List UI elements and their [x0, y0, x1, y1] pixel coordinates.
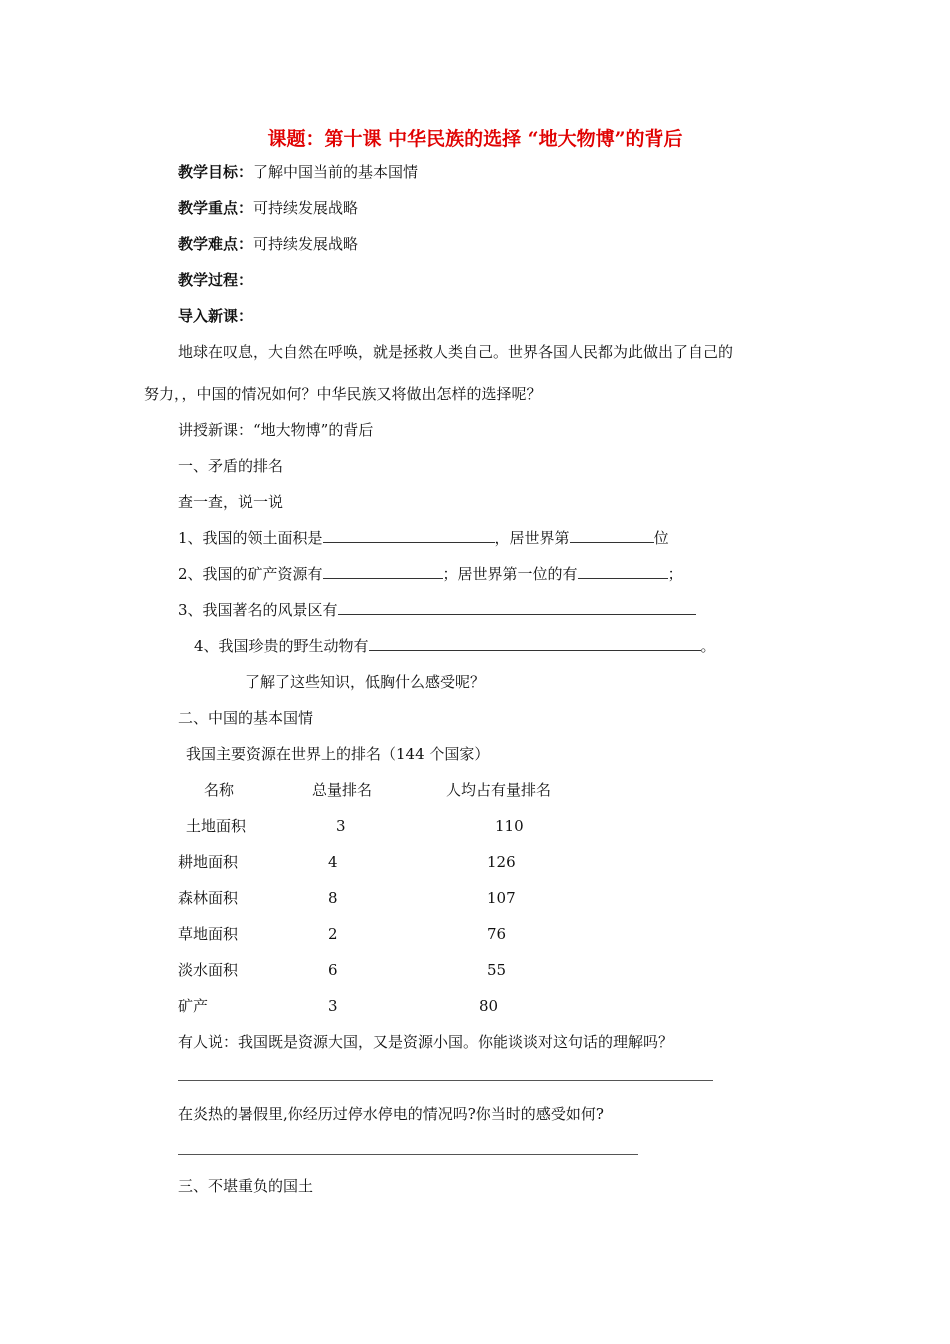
discussion-question: 有人说：我国既是资源大国，又是资源小国。你能谈谈对这句话的理解吗？ — [178, 1033, 674, 1051]
question-3 — [178, 600, 696, 620]
table-header-name: 名称 — [204, 781, 235, 799]
table-cell-total: 4 — [328, 853, 338, 871]
answer-line-summer — [178, 1154, 638, 1155]
question-2-blank-resources — [323, 564, 443, 579]
table-cell-per-capita: 107 — [487, 889, 516, 907]
intro-paragraph-line1: 地球在叹息，大自然在呼唤，就是拯救人类自己。世界各国人民都为此做出了自己的 — [178, 343, 734, 361]
objective-text: 了解中国当前的基本国情 — [253, 163, 419, 181]
objective-label: 教学目标： — [178, 163, 254, 181]
question-4-blank — [369, 636, 701, 651]
difficulty-label: 教学难点： — [178, 235, 254, 253]
question-2-blank-first — [578, 564, 668, 579]
table-caption: 我国主要资源在世界上的排名（144 个国家） — [186, 745, 490, 763]
table-cell-per-capita: 110 — [495, 817, 524, 835]
table-cell-total: 2 — [328, 925, 338, 943]
check-prompt: 查一查，说一说 — [178, 493, 284, 511]
table-cell-name: 森林面积 — [178, 889, 239, 907]
table-cell-per-capita: 126 — [487, 853, 516, 871]
table-cell-total: 3 — [328, 997, 338, 1015]
question-3-text-a: 3、我国著名的风景区有 — [178, 601, 338, 619]
answer-line-discussion — [178, 1080, 713, 1081]
difficulty-line — [178, 234, 358, 254]
question-1-text-c: 位 — [653, 529, 669, 547]
keypoint-label: 教学重点： — [178, 199, 254, 217]
intro-paragraph-line2: 努力，，中国的情况如何？中华民族又将做出怎样的选择呢？ — [144, 385, 542, 403]
process-label: 教学过程： — [178, 271, 254, 289]
table-cell-name: 耕地面积 — [178, 853, 239, 871]
question-3-blank — [338, 600, 696, 615]
table-cell-total: 8 — [328, 889, 338, 907]
question-1-blank-rank — [570, 528, 654, 543]
table-header-total-rank: 总量排名 — [312, 781, 373, 799]
table-cell-total: 3 — [336, 817, 346, 835]
objective-line — [178, 162, 418, 182]
question-4 — [194, 636, 716, 656]
question-2-text-b: ；居世界第一位的有 — [442, 565, 578, 583]
table-cell-total: 6 — [328, 961, 338, 979]
difficulty-text: 可持续发展战略 — [253, 235, 359, 253]
question-1 — [178, 528, 669, 548]
question-1-text-a: 1、我国的领土面积是 — [178, 529, 323, 547]
summer-question: 在炎热的暑假里,你经历过停水停电的情况吗?你当时的感受如何? — [178, 1105, 604, 1123]
keypoint-line — [178, 198, 358, 218]
question-4-text-a: 4、我国珍贵的野生动物有 — [194, 637, 369, 655]
question-1-blank-area — [323, 528, 495, 543]
table-cell-per-capita: 76 — [487, 925, 507, 943]
section-one-heading: 一、矛盾的排名 — [178, 457, 284, 475]
page-title: 课题：第十课 中华民族的选择 “地大物博”的背后 — [267, 128, 683, 150]
table-cell-name: 矿产 — [178, 997, 209, 1015]
table-cell-name: 淡水面积 — [178, 961, 239, 979]
feeling-question: 了解了这些知识，低胸什么感受呢？ — [245, 673, 486, 691]
table-cell-per-capita: 80 — [479, 997, 499, 1015]
question-2-text-a: 2、我国的矿产资源有 — [178, 565, 323, 583]
new-lesson-heading: 讲授新课：“地大物博”的背后 — [178, 421, 374, 439]
section-two-heading: 二、中国的基本国情 — [178, 709, 314, 727]
intro-label: 导入新课： — [178, 307, 254, 325]
question-4-text-c: 。 — [700, 637, 716, 655]
keypoint-text: 可持续发展战略 — [253, 199, 359, 217]
question-1-text-b: ，居世界第 — [494, 529, 570, 547]
question-2 — [178, 564, 683, 584]
table-cell-name: 草地面积 — [178, 925, 239, 943]
section-three-heading: 三、不堪重负的国土 — [178, 1177, 314, 1195]
question-2-text-c: ； — [667, 565, 683, 583]
table-cell-name: 土地面积 — [186, 817, 247, 835]
table-cell-per-capita: 55 — [487, 961, 507, 979]
table-header-per-capita-rank: 人均占有量排名 — [446, 781, 552, 799]
